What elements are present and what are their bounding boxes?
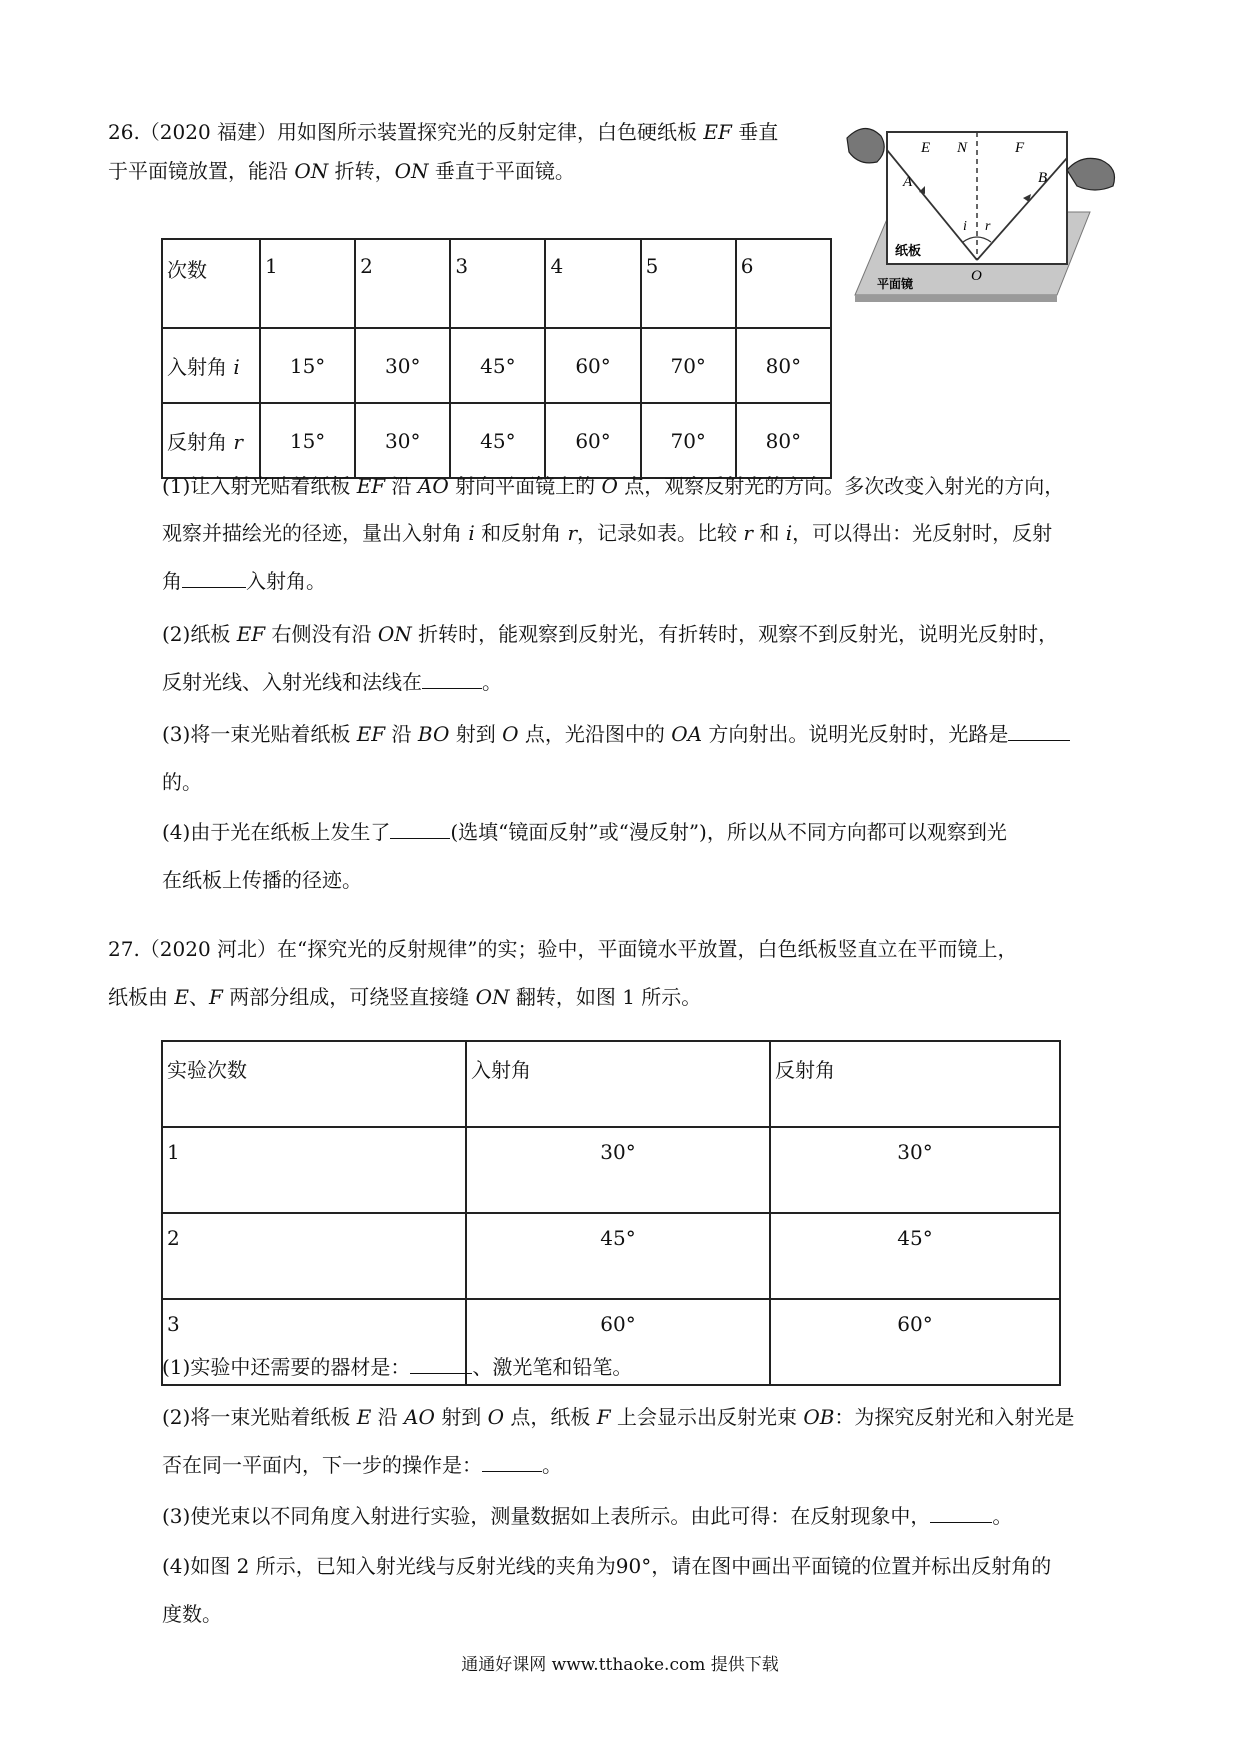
- table-cell: 15°: [260, 403, 355, 478]
- table-row: [162, 403, 831, 478]
- table-cell: 45°: [770, 1213, 1060, 1299]
- table-cell: 80°: [736, 328, 831, 403]
- table-cell: 30°: [466, 1127, 770, 1213]
- q27-line1: 27.（2020 河北）在“探究光的反射规律”的实；验中，平面镜水平放置，白色纸板竖直立在平而镜上，: [108, 937, 1018, 961]
- table-cell: 3: [450, 239, 545, 328]
- table-cell: 45°: [466, 1213, 770, 1299]
- table-cell: 60°: [770, 1299, 1060, 1385]
- q26-sub3-line2: 的。: [162, 770, 202, 794]
- table-cell: 30°: [355, 403, 450, 478]
- q26-sub2-line1: (2)纸板 EF 右侧没有沿 ON 折转时，能观察到反射光，有折转时，观察不到反射光，说明光反射时，: [162, 622, 1059, 646]
- table-row: [162, 1041, 1060, 1127]
- table-cell: 45°: [450, 328, 545, 403]
- table-cell: 60°: [545, 328, 640, 403]
- q26-sub3-line1: (3)将一束光贴着纸板 EF 沿 BO 射到 O 点，光沿图中的 OA 方向射出。说明光反射时，光路是: [162, 720, 1070, 748]
- table-cell: 15°: [260, 328, 355, 403]
- table-cell: 次数: [162, 239, 260, 328]
- q27-sub3: (3)使光束以不同角度入射进行实验，测量数据如上表所示。由此可得：在反射现象中， 。: [162, 1504, 1013, 1528]
- reflection-apparatus-figure: [845, 120, 1125, 305]
- answer-blank: [482, 1453, 542, 1472]
- table-cell: 反射角 r: [162, 403, 260, 478]
- table-cell: 2: [355, 239, 450, 328]
- q26-data-table: [161, 238, 832, 479]
- q27-sub2-line2: 否在同一平面内，下一步的操作是： 。: [162, 1453, 562, 1477]
- q27-sub4-line1: (4)如图 2 所示，已知入射光线与反射光线的夹角为90°，请在图中画出平面镜的位置并标出反射角的: [162, 1554, 1052, 1578]
- answer-blank: [930, 1504, 992, 1523]
- table-cell: 1: [260, 239, 355, 328]
- q27-data-table: [161, 1040, 1061, 1386]
- table-cell: 60°: [466, 1299, 770, 1385]
- q26-sub4-line1: (4)由于光在纸板上发生了 (选填“镜面反射”或“漫反射”)，所以从不同方向都可以观察到光: [162, 820, 1007, 844]
- table-cell: 70°: [641, 328, 736, 403]
- q27-sub4-line2: 度数。: [162, 1602, 222, 1626]
- label-B: B: [1038, 170, 1048, 186]
- label-N: N: [957, 140, 968, 156]
- table-cell: 60°: [545, 403, 640, 478]
- page-footer: 通通好课网 www.tthaoke.com 提供下载: [461, 1655, 779, 1675]
- label-i: i: [963, 219, 967, 234]
- label-paper: 纸板: [895, 244, 922, 259]
- label-F: F: [1015, 140, 1025, 156]
- label-r: r: [985, 219, 991, 234]
- table-row: [162, 1127, 1060, 1213]
- label-mirror: 平面镜: [877, 277, 914, 291]
- answer-blank: [182, 569, 246, 588]
- table-cell: 30°: [770, 1127, 1060, 1213]
- table-cell: 30°: [355, 328, 450, 403]
- q26-sub4-line2: 在纸板上传播的径迹。: [162, 868, 362, 892]
- table-cell: 入射角 i: [162, 328, 260, 403]
- answer-blank: [390, 820, 450, 839]
- answer-blank: [422, 670, 482, 689]
- label-A: A: [903, 174, 913, 190]
- q27-sub1: (1)实验中还需要的器材是： 、激光笔和铅笔。: [162, 1355, 633, 1379]
- table-cell: 2: [162, 1213, 466, 1299]
- q26-sub1-line2: 观察并描绘光的径迹，量出入射角 i 和反射角 r，记录如表。比较 r 和 i，可以得出：光反射时，反射: [162, 521, 1053, 545]
- table-cell: 3: [162, 1299, 466, 1385]
- label-O: O: [971, 268, 982, 284]
- table-cell: 1: [162, 1127, 466, 1213]
- table-row: [162, 239, 831, 328]
- table-cell: 5: [641, 239, 736, 328]
- q26-sub2-line2: 反射光线、入射光线和法线在 。: [162, 670, 502, 694]
- q26-sub1-line1: (1)让入射光贴着纸板 EF 沿 AO 射向平面镜上的 O 点，观察反射光的方向。多次改变入射光的方向，: [162, 474, 1065, 498]
- right-hand-icon: [1067, 158, 1115, 190]
- table-row: [162, 328, 831, 403]
- left-hand-icon: [847, 128, 884, 162]
- table-cell: 入射角: [466, 1041, 770, 1127]
- table-cell: 实验次数: [162, 1041, 466, 1127]
- table-cell: 反射角: [770, 1041, 1060, 1127]
- table-row: [162, 1213, 1060, 1299]
- q26-line1: 26.（2020 福建）用如图所示装置探究光的反射定律，白色硬纸板 EF 垂直: [108, 120, 779, 144]
- table-cell: 80°: [736, 403, 831, 478]
- q26-sub1-line3: 角 入射角。: [162, 569, 326, 593]
- q27-sub2-line1: (2)将一束光贴着纸板 E 沿 AO 射到 O 点，纸板 F 上会显示出反射光束 OB：为探究反射光和入射光是: [162, 1405, 1075, 1429]
- label-E: E: [921, 140, 931, 156]
- answer-blank: [410, 1355, 472, 1374]
- answer-blank: [1008, 722, 1070, 741]
- table-cell: 45°: [450, 403, 545, 478]
- q26-line2: 于平面镜放置，能沿 ON 折转，ON 垂直于平面镜。: [108, 159, 575, 183]
- table-cell: 6: [736, 239, 831, 328]
- table-cell: 4: [545, 239, 640, 328]
- table-cell: 70°: [641, 403, 736, 478]
- q27-line2: 纸板由 E、F 两部分组成，可绕竖直接缝 ON 翻转，如图 1 所示。: [108, 985, 702, 1009]
